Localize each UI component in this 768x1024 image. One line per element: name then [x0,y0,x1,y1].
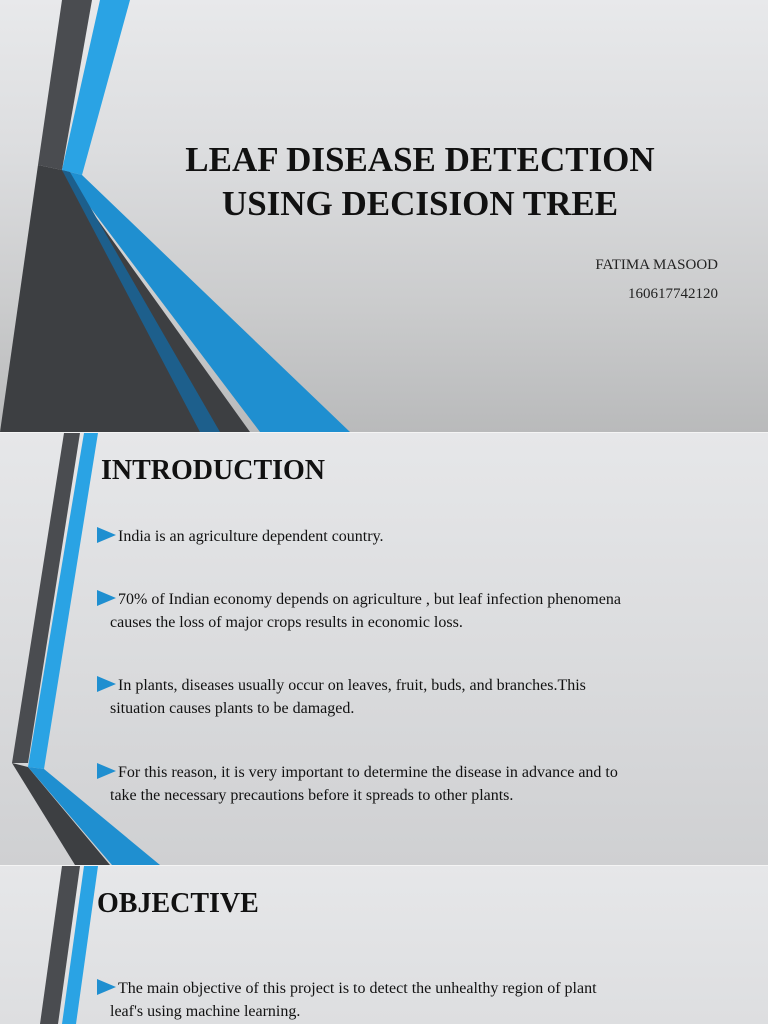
introduction-heading: INTRODUCTION [101,455,326,486]
author-name: FATIMA MASOOD [595,257,718,273]
title-line-2: USING DECISION TREE [221,184,619,223]
list-item: 70% of Indian economy depends on agriculture , but leaf infection phenomena causes the loss of major crops results in economic loss. [97,588,752,634]
title-slide [0,0,768,432]
bullet-arrow-icon [97,590,116,606]
bullet-arrow-icon [97,979,116,995]
title-line-1: LEAF DISEASE DETECTION [185,140,655,179]
introduction-slide [0,433,768,865]
list-item: India is an agriculture dependent country. [97,525,752,548]
roll-number: 160617742120 [628,286,718,302]
presentation-title [100,138,740,226]
list-item: In plants, diseases usually occur on leaves, fruit, buds, and branches.This situation causes plants to be damaged. [97,674,752,720]
objective-slide [0,866,768,1024]
bullet-arrow-icon [97,676,116,692]
list-item: The main objective of this project is to detect the unhealthy region of plant leaf's using machine learning. [97,977,717,1023]
list-item: For this reason, it is very important to determine the disease in advance and to take the necessary precautions before it spreads to other plants. [97,761,752,807]
objective-heading: OBJECTIVE [97,888,259,919]
bullet-arrow-icon [97,527,116,543]
bullet-arrow-icon [97,763,116,779]
